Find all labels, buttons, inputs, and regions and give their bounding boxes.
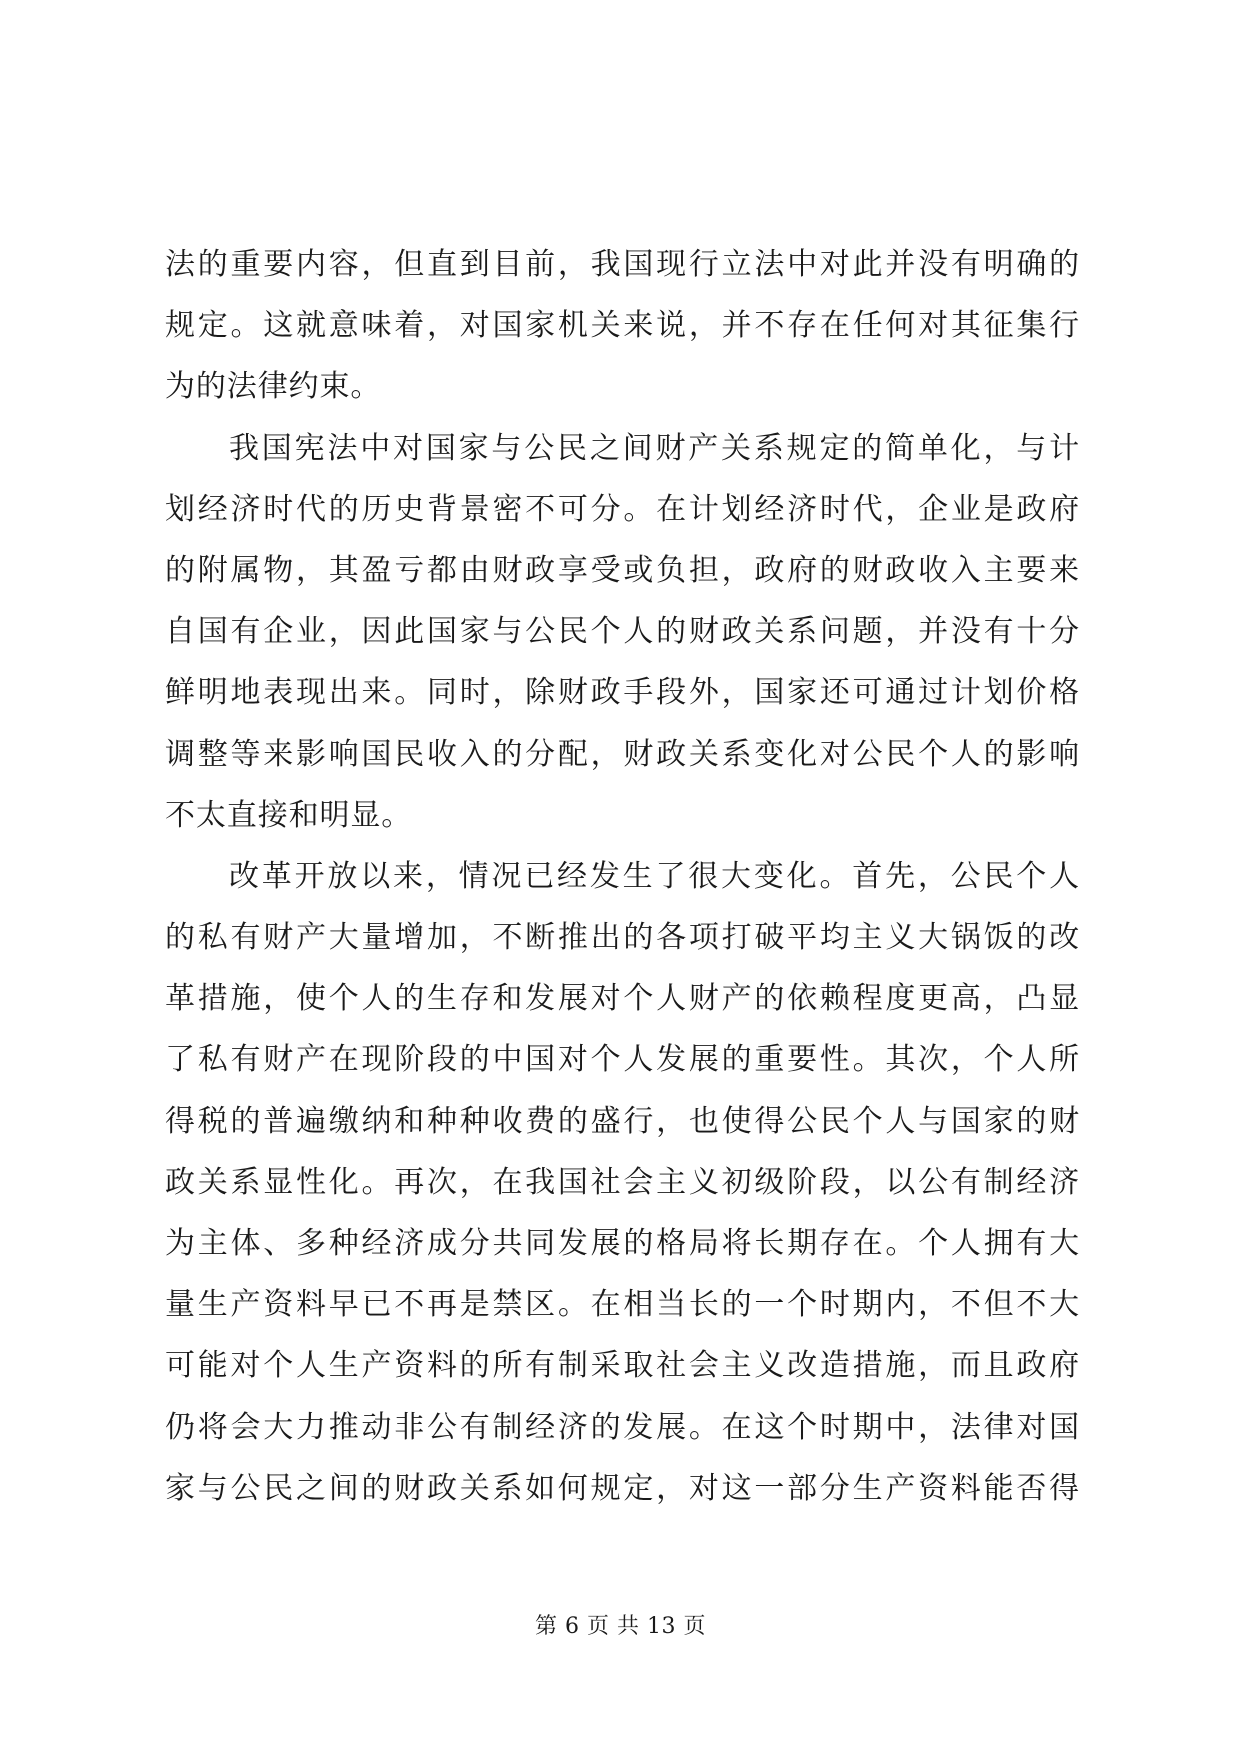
text-line: 的私有财产大量增加，不断推出的各项打破平均主义大锅饭的改 — [165, 920, 1080, 956]
paragraph-first-line: 改革开放以来，情况已经发生了很大变化。首先，公民个人 — [229, 858, 1080, 894]
text-line: 不太直接和明显。 — [165, 797, 413, 833]
text-line: 的附属物，其盈亏都由财政享受或负担，政府的财政收入主要来 — [165, 552, 1080, 588]
text-line: 规定。这就意味着，对国家机关来说，并不存在任何对其征集行 — [165, 308, 1080, 344]
body-text — [165, 234, 1080, 1519]
text-line: 可能对个人生产资料的所有制采取社会主义改造措施，而且政府 — [165, 1348, 1080, 1384]
text-line: 为的法律约束。 — [165, 369, 382, 405]
text-line: 调整等来影响国民收入的分配，财政关系变化对公民个人的影响 — [165, 736, 1080, 772]
text-line: 法的重要内容，但直到目前，我国现行立法中对此并没有明确的 — [165, 247, 1080, 282]
text-line: 量生产资料早已不再是禁区。在相当长的一个时期内，不但不大 — [165, 1287, 1080, 1323]
text-line: 鲜明地表现出来。同时，除财政手段外，国家还可通过计划价格 — [165, 675, 1080, 711]
text-line: 了私有财产在现阶段的中国对个人发展的重要性。其次，个人所 — [165, 1042, 1080, 1078]
text-line: 为主体、多种经济成分共同发展的格局将长期存在。个人拥有大 — [165, 1226, 1080, 1261]
text-line: 自国有企业，因此国家与公民个人的财政关系问题，并没有十分 — [165, 614, 1080, 650]
page-number-footer: 第 6 页 共 13 页 — [535, 1614, 706, 1639]
text-line: 革措施，使个人的生存和发展对个人财产的依赖程度更高，凸显 — [165, 981, 1080, 1017]
text-line: 仍将会大力推动非公有制经济的发展。在这个时期中，法律对国 — [165, 1409, 1080, 1445]
paragraph-first-line: 我国宪法中对国家与公民之间财产关系规定的简单化，与计 — [229, 430, 1080, 466]
text-line: 家与公民之间的财政关系如何规定，对这一部分生产资料能否得 — [165, 1470, 1080, 1506]
text-line: 得税的普遍缴纳和种种收费的盛行，也使得公民个人与国家的财 — [165, 1103, 1080, 1139]
text-line: 政关系显性化。再次，在我国社会主义初级阶段，以公有制经济 — [165, 1164, 1080, 1200]
text-line: 划经济时代的历史背景密不可分。在计划经济时代，企业是政府 — [165, 491, 1080, 527]
